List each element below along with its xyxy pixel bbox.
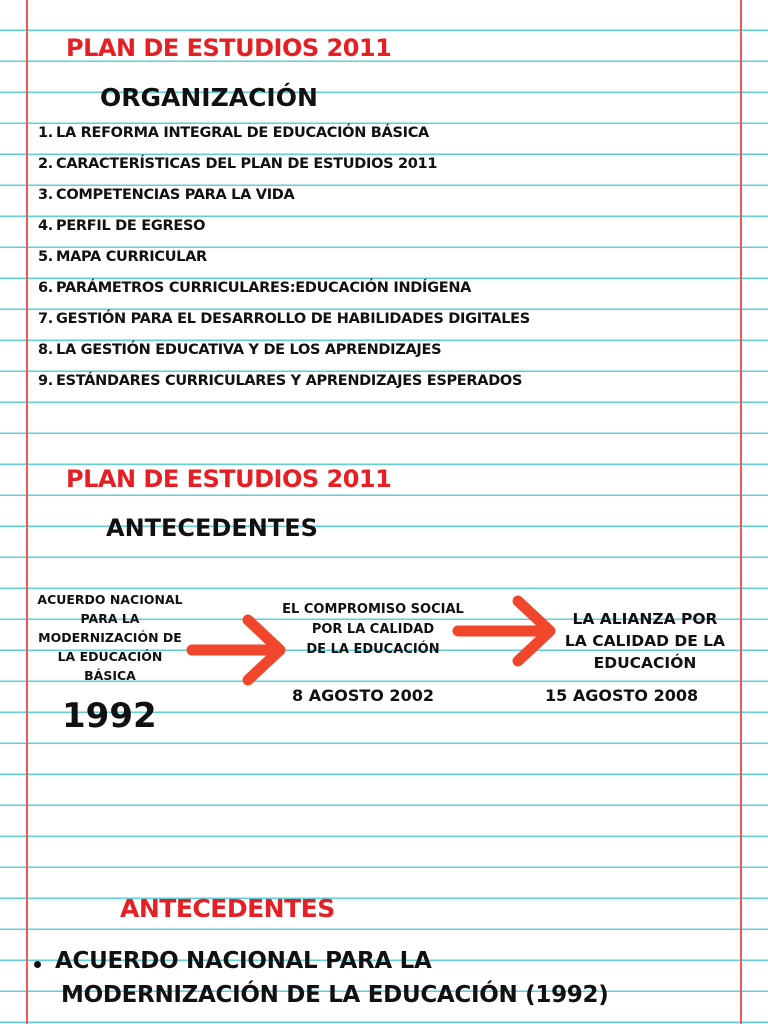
timeline-event-social-commitment xyxy=(278,600,468,660)
right-arrow-icon xyxy=(186,612,290,688)
section3-title: ANTECEDENTES xyxy=(120,894,335,923)
timeline-event-line: ACUERDO NACIONAL xyxy=(37,592,183,607)
timeline-event-line: LA ALIANZA POR xyxy=(572,610,718,628)
list-item xyxy=(32,184,530,215)
section2-title: PLAN DE ESTUDIOS 2011 xyxy=(66,465,392,493)
list-item xyxy=(32,308,530,339)
list-item-text: COMPETENCIAS PARA LA VIDA xyxy=(56,187,295,203)
list-item-number: 1. xyxy=(38,125,53,141)
list-item xyxy=(32,122,530,153)
timeline-event-line: LA CALIDAD DE LA xyxy=(564,632,726,650)
list-item xyxy=(32,153,530,184)
list-item xyxy=(32,215,530,246)
list-item xyxy=(32,277,530,308)
list-item-text: LA GESTIÓN EDUCATIVA Y DE LOS APRENDIZAJES xyxy=(56,342,442,358)
timeline-event-line: EL COMPROMISO SOCIAL xyxy=(282,602,464,617)
bullet-line-1: ACUERDO NACIONAL PARA LA xyxy=(55,948,432,974)
list-item-number: 5. xyxy=(38,249,53,265)
list-item xyxy=(32,370,530,401)
bullet-icon xyxy=(34,961,41,968)
margin-line-left xyxy=(26,0,28,1024)
timeline-event-line: POR LA CALIDAD xyxy=(311,622,435,637)
list-item-text: GESTIÓN PARA EL DESARROLLO DE HABILIDADES DIGITALES xyxy=(56,311,530,327)
organization-list xyxy=(32,122,530,401)
bullet-item xyxy=(34,944,724,1012)
list-item-number: 4. xyxy=(38,218,53,234)
list-item-text: PERFIL DE EGRESO xyxy=(56,218,206,234)
list-item-number: 8. xyxy=(38,342,53,358)
section2-subtitle: ANTECEDENTES xyxy=(106,514,318,542)
list-item-text: ESTÁNDARES CURRICULARES Y APRENDIZAJES ESPERADOS xyxy=(56,373,523,389)
timeline-date-1: 1992 xyxy=(62,696,157,736)
list-item-text: MAPA CURRICULAR xyxy=(56,249,207,265)
right-arrow-icon xyxy=(452,595,562,671)
timeline-date-2: 8 AGOSTO 2002 xyxy=(292,686,434,705)
list-item-text: LA REFORMA INTEGRAL DE EDUCACIÓN BÁSICA xyxy=(56,125,429,141)
section1-title: PLAN DE ESTUDIOS 2011 xyxy=(66,34,392,62)
margin-line-right xyxy=(740,0,742,1024)
timeline-event-line: PARA LA xyxy=(80,611,140,626)
timeline-event-quality-alliance xyxy=(560,608,730,674)
list-item-number: 7. xyxy=(38,311,53,327)
list-item-text: PARÁMETROS CURRICULARES:EDUCACIÓN INDÍGENA xyxy=(56,280,472,296)
bullet-line-2: MODERNIZACIÓN DE LA EDUCACIÓN (1992) xyxy=(61,982,609,1008)
timeline-date-3: 15 AGOSTO 2008 xyxy=(545,686,699,705)
timeline-event-line: MODERNIZACIÓN DE xyxy=(38,630,182,645)
timeline-event-line: BÁSICA xyxy=(84,668,136,683)
list-item xyxy=(32,339,530,370)
list-item-number: 6. xyxy=(38,280,53,296)
list-item-number: 3. xyxy=(38,187,53,203)
list-item xyxy=(32,246,530,277)
timeline-event-line: LA EDUCACIÓN xyxy=(57,649,163,664)
list-item-text: CARACTERÍSTICAS DEL PLAN DE ESTUDIOS 2011 xyxy=(56,156,438,172)
bullet-text xyxy=(55,944,608,1012)
list-item-number: 2. xyxy=(38,156,53,172)
timeline-event-line: EDUCACIÓN xyxy=(593,654,697,672)
timeline-event-line: DE LA EDUCACIÓN xyxy=(306,642,440,657)
timeline-event-1997-agreement xyxy=(30,590,190,685)
section1-subtitle: ORGANIZACIÓN xyxy=(100,83,318,112)
list-item-number: 9. xyxy=(38,373,53,389)
